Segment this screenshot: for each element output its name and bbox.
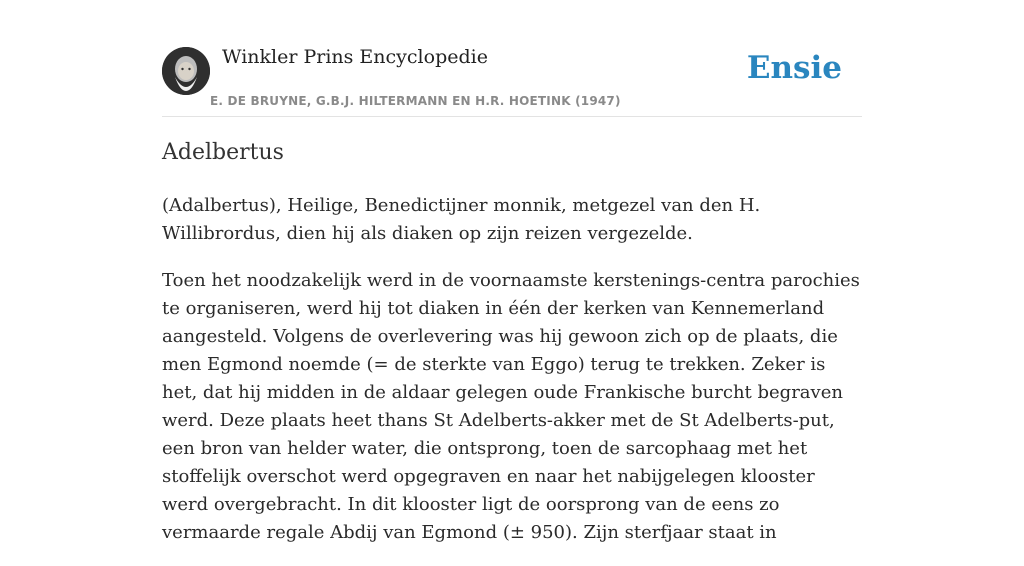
site-title[interactable]: Winkler Prins Encyclopedie <box>222 46 488 68</box>
authors-line: E. DE BRUYNE, G.B.J. HILTERMANN EN H.R. HOETINK (1947) <box>210 94 621 108</box>
article-paragraph: (Adalbertus), Heilige, Benedictijner monnik, metgezel van den H. Willibrordus, dien hij als diaken op zijn reizen vergezelde. <box>162 195 761 244</box>
author-portrait-icon[interactable] <box>162 47 210 95</box>
page-header <box>162 0 862 117</box>
brand-logo[interactable]: Ensie <box>746 50 842 86</box>
article-page <box>162 0 862 543</box>
article-body <box>162 192 862 566</box>
article-title: Adelbertus <box>162 140 284 165</box>
article-paragraph: Toen het noodzakelijk werd in de voornaamste kerstenings-centra parochies te organiseren, werd hij tot diaken in één der kerken van Kennemerland aangesteld. Volgens de overlevering was hij gewoon zich op de plaats, die men Egmond noemde (= de sterkte van Eggo) terug te trekken. Zeker is het, dat hij midden in de aldaar gelegen oude Frankische burcht begraven werd. Deze plaats heet thans St Adelberts-akker met de St Adelberts-put, een bron van helder water, die ontsprong, toen de sarcophaag met het stoffelijk overschot werd opgegraven en naar het nabijgelegen klooster werd overgebracht. In dit klooster ligt de oorsprong van de eens zo vermaarde regale Abdij van Egmond (± 950). Zijn sterfjaar staat in <box>162 270 860 543</box>
